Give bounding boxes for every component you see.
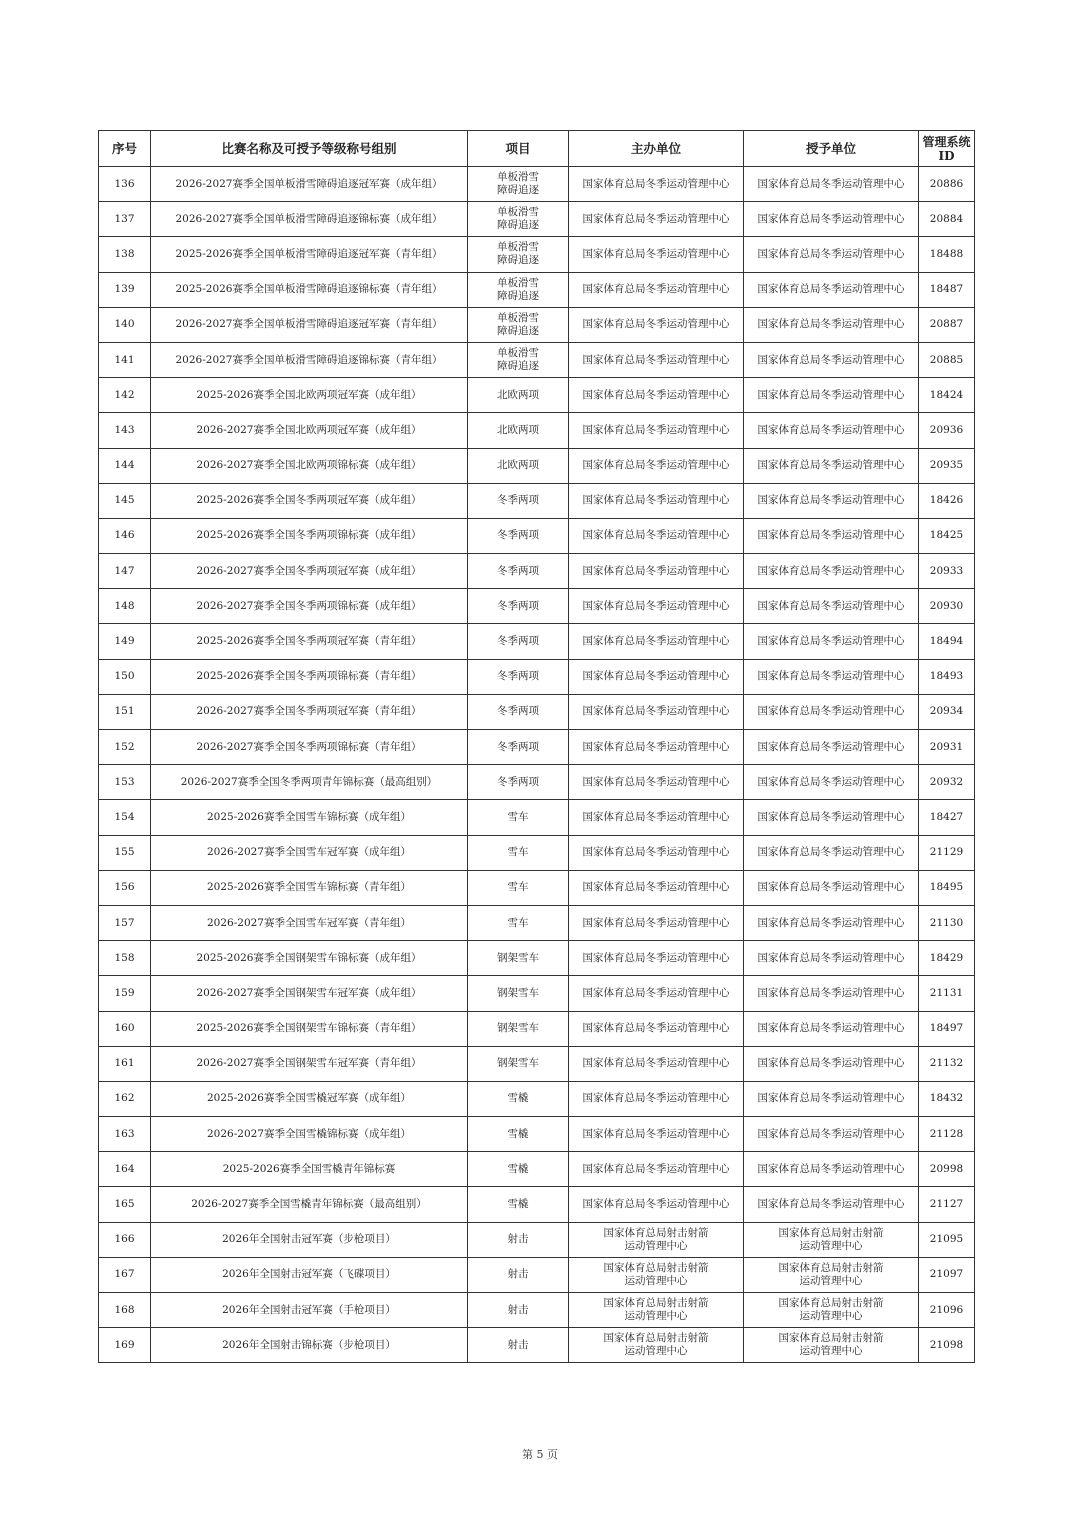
table-row bbox=[99, 730, 975, 765]
cell-index: 166 bbox=[99, 1222, 151, 1257]
cell-competition-name: 2026年全国射击锦标赛（步枪项目） bbox=[151, 1328, 468, 1363]
cell-host-unit: 国家体育总局冬季运动管理中心 bbox=[569, 905, 744, 940]
cell-index: 152 bbox=[99, 730, 151, 765]
cell-project: 冬季两项 bbox=[468, 554, 569, 589]
cell-competition-name: 2026-2027赛季全国雪车冠军赛（青年组） bbox=[151, 905, 468, 940]
cell-competition-name: 2026-2027赛季全国钢架雪车冠军赛（青年组） bbox=[151, 1046, 468, 1081]
table-row bbox=[99, 1046, 975, 1081]
cell-index: 160 bbox=[99, 1011, 151, 1046]
cell-system-id: 21129 bbox=[919, 835, 975, 870]
cell-granting-unit: 国家体育总局冬季运动管理中心 bbox=[744, 800, 919, 835]
cell-host-unit: 国家体育总局冬季运动管理中心 bbox=[569, 800, 744, 835]
cell-host-unit: 国家体育总局射击射箭 运动管理中心 bbox=[569, 1222, 744, 1257]
cell-index: 158 bbox=[99, 941, 151, 976]
cell-competition-name: 2026-2027赛季全国雪橇青年锦标赛（最高组别） bbox=[151, 1187, 468, 1222]
cell-granting-unit: 国家体育总局冬季运动管理中心 bbox=[744, 835, 919, 870]
cell-system-id: 20931 bbox=[919, 730, 975, 765]
cell-system-id: 18493 bbox=[919, 659, 975, 694]
cell-competition-name: 2026年全国射击冠军赛（步枪项目） bbox=[151, 1222, 468, 1257]
table-row bbox=[99, 554, 975, 589]
cell-granting-unit: 国家体育总局冬季运动管理中心 bbox=[744, 589, 919, 624]
cell-system-id: 21131 bbox=[919, 976, 975, 1011]
cell-system-id: 20887 bbox=[919, 307, 975, 342]
cell-project: 钢架雪车 bbox=[468, 941, 569, 976]
cell-system-id: 20884 bbox=[919, 202, 975, 237]
cell-index: 146 bbox=[99, 518, 151, 553]
cell-index: 164 bbox=[99, 1152, 151, 1187]
cell-granting-unit: 国家体育总局冬季运动管理中心 bbox=[744, 1046, 919, 1081]
cell-project: 冬季两项 bbox=[468, 730, 569, 765]
cell-competition-name: 2026-2027赛季全国单板滑雪障碍追逐锦标赛（成年组） bbox=[151, 202, 468, 237]
cell-index: 165 bbox=[99, 1187, 151, 1222]
cell-index: 136 bbox=[99, 167, 151, 202]
cell-index: 142 bbox=[99, 378, 151, 413]
cell-competition-name: 2025-2026赛季全国北欧两项冠军赛（成年组） bbox=[151, 378, 468, 413]
cell-index: 167 bbox=[99, 1257, 151, 1292]
cell-host-unit: 国家体育总局冬季运动管理中心 bbox=[569, 167, 744, 202]
table-row bbox=[99, 1293, 975, 1328]
cell-index: 168 bbox=[99, 1293, 151, 1328]
cell-index: 161 bbox=[99, 1046, 151, 1081]
cell-system-id: 21098 bbox=[919, 1328, 975, 1363]
cell-index: 155 bbox=[99, 835, 151, 870]
cell-competition-name: 2026-2027赛季全国单板滑雪障碍追逐冠军赛（青年组） bbox=[151, 307, 468, 342]
cell-index: 156 bbox=[99, 870, 151, 905]
cell-index: 154 bbox=[99, 800, 151, 835]
table-row bbox=[99, 448, 975, 483]
cell-competition-name: 2026年全国射击冠军赛（飞碟项目） bbox=[151, 1257, 468, 1292]
cell-host-unit: 国家体育总局冬季运动管理中心 bbox=[569, 1081, 744, 1116]
cell-index: 162 bbox=[99, 1081, 151, 1116]
table-row bbox=[99, 765, 975, 800]
cell-host-unit: 国家体育总局冬季运动管理中心 bbox=[569, 835, 744, 870]
table-row bbox=[99, 378, 975, 413]
cell-host-unit: 国家体育总局冬季运动管理中心 bbox=[569, 272, 744, 307]
table-row bbox=[99, 659, 975, 694]
cell-system-id: 20998 bbox=[919, 1152, 975, 1187]
table-row bbox=[99, 342, 975, 377]
cell-project: 北欧两项 bbox=[468, 378, 569, 413]
cell-project: 射击 bbox=[468, 1328, 569, 1363]
cell-system-id: 18495 bbox=[919, 870, 975, 905]
cell-index: 153 bbox=[99, 765, 151, 800]
cell-system-id: 18494 bbox=[919, 624, 975, 659]
cell-system-id: 20933 bbox=[919, 554, 975, 589]
cell-system-id: 21132 bbox=[919, 1046, 975, 1081]
cell-project: 雪橇 bbox=[468, 1187, 569, 1222]
cell-system-id: 20934 bbox=[919, 694, 975, 729]
cell-host-unit: 国家体育总局冬季运动管理中心 bbox=[569, 518, 744, 553]
cell-competition-name: 2026年全国射击冠军赛（手枪项目） bbox=[151, 1293, 468, 1328]
cell-project: 射击 bbox=[468, 1293, 569, 1328]
cell-system-id: 21127 bbox=[919, 1187, 975, 1222]
table-row bbox=[99, 413, 975, 448]
table-row bbox=[99, 624, 975, 659]
cell-competition-name: 2025-2026赛季全国冬季两项锦标赛（青年组） bbox=[151, 659, 468, 694]
cell-index: 143 bbox=[99, 413, 151, 448]
cell-granting-unit: 国家体育总局冬季运动管理中心 bbox=[744, 272, 919, 307]
table-row bbox=[99, 202, 975, 237]
table-row bbox=[99, 589, 975, 624]
cell-index: 150 bbox=[99, 659, 151, 694]
header-competition-name: 比赛名称及可授予等级称号组别 bbox=[151, 131, 468, 167]
cell-project: 北欧两项 bbox=[468, 448, 569, 483]
cell-competition-name: 2025-2026赛季全国钢架雪车锦标赛（青年组） bbox=[151, 1011, 468, 1046]
header-granting-unit: 授予单位 bbox=[744, 131, 919, 167]
cell-competition-name: 2026-2027赛季全国冬季两项锦标赛（成年组） bbox=[151, 589, 468, 624]
cell-host-unit: 国家体育总局冬季运动管理中心 bbox=[569, 870, 744, 905]
cell-system-id: 21096 bbox=[919, 1293, 975, 1328]
header-project: 项目 bbox=[468, 131, 569, 167]
cell-project: 单板滑雪 障碍追逐 bbox=[468, 202, 569, 237]
header-index: 序号 bbox=[99, 131, 151, 167]
cell-project: 冬季两项 bbox=[468, 518, 569, 553]
table-header-row bbox=[99, 131, 975, 167]
cell-granting-unit: 国家体育总局冬季运动管理中心 bbox=[744, 976, 919, 1011]
cell-host-unit: 国家体育总局冬季运动管理中心 bbox=[569, 1046, 744, 1081]
table-row bbox=[99, 976, 975, 1011]
table-row bbox=[99, 870, 975, 905]
cell-system-id: 20935 bbox=[919, 448, 975, 483]
cell-host-unit: 国家体育总局冬季运动管理中心 bbox=[569, 342, 744, 377]
cell-granting-unit: 国家体育总局冬季运动管理中心 bbox=[744, 1152, 919, 1187]
cell-host-unit: 国家体育总局冬季运动管理中心 bbox=[569, 237, 744, 272]
cell-system-id: 20885 bbox=[919, 342, 975, 377]
cell-project: 冬季两项 bbox=[468, 624, 569, 659]
cell-granting-unit: 国家体育总局冬季运动管理中心 bbox=[744, 413, 919, 448]
cell-competition-name: 2026-2027赛季全国北欧两项冠军赛（成年组） bbox=[151, 413, 468, 448]
cell-system-id: 20932 bbox=[919, 765, 975, 800]
cell-host-unit: 国家体育总局冬季运动管理中心 bbox=[569, 624, 744, 659]
cell-index: 139 bbox=[99, 272, 151, 307]
table-body bbox=[99, 167, 975, 1363]
cell-granting-unit: 国家体育总局冬季运动管理中心 bbox=[744, 694, 919, 729]
cell-project: 雪车 bbox=[468, 870, 569, 905]
cell-project: 射击 bbox=[468, 1257, 569, 1292]
cell-system-id: 18424 bbox=[919, 378, 975, 413]
cell-index: 148 bbox=[99, 589, 151, 624]
cell-project: 冬季两项 bbox=[468, 589, 569, 624]
cell-competition-name: 2025-2026赛季全国冬季两项锦标赛（成年组） bbox=[151, 518, 468, 553]
cell-index: 137 bbox=[99, 202, 151, 237]
cell-granting-unit: 国家体育总局冬季运动管理中心 bbox=[744, 1081, 919, 1116]
cell-granting-unit: 国家体育总局冬季运动管理中心 bbox=[744, 659, 919, 694]
cell-project: 雪橇 bbox=[468, 1081, 569, 1116]
cell-host-unit: 国家体育总局冬季运动管理中心 bbox=[569, 554, 744, 589]
cell-granting-unit: 国家体育总局射击射箭 运动管理中心 bbox=[744, 1222, 919, 1257]
cell-competition-name: 2025-2026赛季全国雪橇青年锦标赛 bbox=[151, 1152, 468, 1187]
cell-competition-name: 2025-2026赛季全国钢架雪车锦标赛（成年组） bbox=[151, 941, 468, 976]
cell-granting-unit: 国家体育总局射击射箭 运动管理中心 bbox=[744, 1328, 919, 1363]
cell-competition-name: 2026-2027赛季全国钢架雪车冠军赛（成年组） bbox=[151, 976, 468, 1011]
table-row bbox=[99, 272, 975, 307]
cell-granting-unit: 国家体育总局冬季运动管理中心 bbox=[744, 870, 919, 905]
cell-index: 140 bbox=[99, 307, 151, 342]
cell-granting-unit: 国家体育总局冬季运动管理中心 bbox=[744, 448, 919, 483]
cell-system-id: 21130 bbox=[919, 905, 975, 940]
table-row bbox=[99, 483, 975, 518]
cell-project: 冬季两项 bbox=[468, 694, 569, 729]
cell-project: 冬季两项 bbox=[468, 483, 569, 518]
cell-index: 169 bbox=[99, 1328, 151, 1363]
cell-host-unit: 国家体育总局冬季运动管理中心 bbox=[569, 1152, 744, 1187]
table-row bbox=[99, 1011, 975, 1046]
table-row bbox=[99, 1152, 975, 1187]
cell-host-unit: 国家体育总局冬季运动管理中心 bbox=[569, 448, 744, 483]
cell-project: 冬季两项 bbox=[468, 765, 569, 800]
cell-competition-name: 2026-2027赛季全国冬季两项冠军赛（青年组） bbox=[151, 694, 468, 729]
cell-project: 雪车 bbox=[468, 800, 569, 835]
cell-project: 钢架雪车 bbox=[468, 976, 569, 1011]
cell-host-unit: 国家体育总局冬季运动管理中心 bbox=[569, 694, 744, 729]
cell-project: 钢架雪车 bbox=[468, 1011, 569, 1046]
cell-competition-name: 2026-2027赛季全国冬季两项锦标赛（青年组） bbox=[151, 730, 468, 765]
cell-project: 单板滑雪 障碍追逐 bbox=[468, 237, 569, 272]
cell-competition-name: 2025-2026赛季全国雪车锦标赛（成年组） bbox=[151, 800, 468, 835]
cell-project: 单板滑雪 障碍追逐 bbox=[468, 272, 569, 307]
cell-host-unit: 国家体育总局冬季运动管理中心 bbox=[569, 941, 744, 976]
cell-system-id: 20886 bbox=[919, 167, 975, 202]
header-system-id: 管理系统 ID bbox=[919, 131, 975, 167]
cell-competition-name: 2025-2026赛季全国冬季两项冠军赛（成年组） bbox=[151, 483, 468, 518]
cell-host-unit: 国家体育总局冬季运动管理中心 bbox=[569, 1187, 744, 1222]
cell-host-unit: 国家体育总局射击射箭 运动管理中心 bbox=[569, 1293, 744, 1328]
cell-project: 单板滑雪 障碍追逐 bbox=[468, 167, 569, 202]
cell-granting-unit: 国家体育总局冬季运动管理中心 bbox=[744, 905, 919, 940]
cell-competition-name: 2025-2026赛季全国冬季两项冠军赛（青年组） bbox=[151, 624, 468, 659]
cell-system-id: 21097 bbox=[919, 1257, 975, 1292]
cell-index: 145 bbox=[99, 483, 151, 518]
cell-competition-name: 2026-2027赛季全国雪橇锦标赛（成年组） bbox=[151, 1117, 468, 1152]
header-host-unit: 主办单位 bbox=[569, 131, 744, 167]
cell-competition-name: 2025-2026赛季全国雪车锦标赛（青年组） bbox=[151, 870, 468, 905]
cell-project: 雪橇 bbox=[468, 1152, 569, 1187]
cell-host-unit: 国家体育总局冬季运动管理中心 bbox=[569, 659, 744, 694]
cell-project: 雪车 bbox=[468, 905, 569, 940]
cell-granting-unit: 国家体育总局冬季运动管理中心 bbox=[744, 237, 919, 272]
cell-granting-unit: 国家体育总局冬季运动管理中心 bbox=[744, 1011, 919, 1046]
cell-granting-unit: 国家体育总局冬季运动管理中心 bbox=[744, 167, 919, 202]
cell-project: 钢架雪车 bbox=[468, 1046, 569, 1081]
cell-granting-unit: 国家体育总局冬季运动管理中心 bbox=[744, 378, 919, 413]
cell-system-id: 18429 bbox=[919, 941, 975, 976]
cell-host-unit: 国家体育总局射击射箭 运动管理中心 bbox=[569, 1257, 744, 1292]
cell-system-id: 18487 bbox=[919, 272, 975, 307]
cell-host-unit: 国家体育总局冬季运动管理中心 bbox=[569, 1011, 744, 1046]
cell-host-unit: 国家体育总局冬季运动管理中心 bbox=[569, 765, 744, 800]
cell-granting-unit: 国家体育总局冬季运动管理中心 bbox=[744, 730, 919, 765]
cell-host-unit: 国家体育总局冬季运动管理中心 bbox=[569, 483, 744, 518]
cell-system-id: 18426 bbox=[919, 483, 975, 518]
cell-project: 雪橇 bbox=[468, 1117, 569, 1152]
cell-project: 单板滑雪 障碍追逐 bbox=[468, 307, 569, 342]
cell-competition-name: 2026-2027赛季全国雪车冠军赛（成年组） bbox=[151, 835, 468, 870]
cell-granting-unit: 国家体育总局冬季运动管理中心 bbox=[744, 554, 919, 589]
table-row bbox=[99, 1081, 975, 1116]
table-row bbox=[99, 167, 975, 202]
cell-project: 北欧两项 bbox=[468, 413, 569, 448]
table-row bbox=[99, 1187, 975, 1222]
competition-table bbox=[98, 130, 975, 1363]
cell-system-id: 18497 bbox=[919, 1011, 975, 1046]
cell-host-unit: 国家体育总局射击射箭 运动管理中心 bbox=[569, 1328, 744, 1363]
cell-index: 138 bbox=[99, 237, 151, 272]
cell-competition-name: 2025-2026赛季全国单板滑雪障碍追逐冠军赛（青年组） bbox=[151, 237, 468, 272]
cell-system-id: 21128 bbox=[919, 1117, 975, 1152]
cell-granting-unit: 国家体育总局冬季运动管理中心 bbox=[744, 1187, 919, 1222]
cell-project: 射击 bbox=[468, 1222, 569, 1257]
cell-index: 149 bbox=[99, 624, 151, 659]
cell-index: 151 bbox=[99, 694, 151, 729]
cell-system-id: 18432 bbox=[919, 1081, 975, 1116]
cell-system-id: 21095 bbox=[919, 1222, 975, 1257]
cell-host-unit: 国家体育总局冬季运动管理中心 bbox=[569, 378, 744, 413]
cell-index: 159 bbox=[99, 976, 151, 1011]
cell-granting-unit: 国家体育总局冬季运动管理中心 bbox=[744, 624, 919, 659]
cell-competition-name: 2026-2027赛季全国北欧两项锦标赛（成年组） bbox=[151, 448, 468, 483]
cell-project: 单板滑雪 障碍追逐 bbox=[468, 342, 569, 377]
table-row bbox=[99, 237, 975, 272]
cell-competition-name: 2026-2027赛季全国单板滑雪障碍追逐冠军赛（成年组） bbox=[151, 167, 468, 202]
cell-granting-unit: 国家体育总局冬季运动管理中心 bbox=[744, 342, 919, 377]
cell-index: 157 bbox=[99, 905, 151, 940]
table-row bbox=[99, 1222, 975, 1257]
page-number: 第 5 页 bbox=[522, 1448, 558, 1461]
cell-granting-unit: 国家体育总局冬季运动管理中心 bbox=[744, 483, 919, 518]
table-row bbox=[99, 694, 975, 729]
cell-granting-unit: 国家体育总局冬季运动管理中心 bbox=[744, 518, 919, 553]
cell-project: 冬季两项 bbox=[468, 659, 569, 694]
cell-index: 141 bbox=[99, 342, 151, 377]
table-row bbox=[99, 1117, 975, 1152]
table-row bbox=[99, 905, 975, 940]
cell-competition-name: 2026-2027赛季全国单板滑雪障碍追逐锦标赛（青年组） bbox=[151, 342, 468, 377]
cell-system-id: 18427 bbox=[919, 800, 975, 835]
table-row bbox=[99, 941, 975, 976]
cell-host-unit: 国家体育总局冬季运动管理中心 bbox=[569, 976, 744, 1011]
cell-competition-name: 2025-2026赛季全国雪橇冠军赛（成年组） bbox=[151, 1081, 468, 1116]
cell-granting-unit: 国家体育总局射击射箭 运动管理中心 bbox=[744, 1293, 919, 1328]
cell-host-unit: 国家体育总局冬季运动管理中心 bbox=[569, 589, 744, 624]
cell-system-id: 20930 bbox=[919, 589, 975, 624]
cell-competition-name: 2026-2027赛季全国冬季两项青年锦标赛（最高组别） bbox=[151, 765, 468, 800]
cell-system-id: 18488 bbox=[919, 237, 975, 272]
cell-system-id: 18425 bbox=[919, 518, 975, 553]
cell-granting-unit: 国家体育总局射击射箭 运动管理中心 bbox=[744, 1257, 919, 1292]
cell-host-unit: 国家体育总局冬季运动管理中心 bbox=[569, 202, 744, 237]
cell-host-unit: 国家体育总局冬季运动管理中心 bbox=[569, 307, 744, 342]
cell-granting-unit: 国家体育总局冬季运动管理中心 bbox=[744, 1117, 919, 1152]
cell-granting-unit: 国家体育总局冬季运动管理中心 bbox=[744, 307, 919, 342]
cell-granting-unit: 国家体育总局冬季运动管理中心 bbox=[744, 202, 919, 237]
cell-competition-name: 2026-2027赛季全国冬季两项冠军赛（成年组） bbox=[151, 554, 468, 589]
cell-competition-name: 2025-2026赛季全国单板滑雪障碍追逐锦标赛（青年组） bbox=[151, 272, 468, 307]
cell-granting-unit: 国家体育总局冬季运动管理中心 bbox=[744, 941, 919, 976]
table-row bbox=[99, 518, 975, 553]
cell-host-unit: 国家体育总局冬季运动管理中心 bbox=[569, 1117, 744, 1152]
table-row bbox=[99, 1328, 975, 1363]
cell-system-id: 20936 bbox=[919, 413, 975, 448]
cell-index: 163 bbox=[99, 1117, 151, 1152]
table-row bbox=[99, 307, 975, 342]
table-row bbox=[99, 800, 975, 835]
cell-granting-unit: 国家体育总局冬季运动管理中心 bbox=[744, 765, 919, 800]
table-row bbox=[99, 835, 975, 870]
cell-index: 147 bbox=[99, 554, 151, 589]
cell-host-unit: 国家体育总局冬季运动管理中心 bbox=[569, 730, 744, 765]
cell-project: 雪车 bbox=[468, 835, 569, 870]
table-row bbox=[99, 1257, 975, 1292]
cell-host-unit: 国家体育总局冬季运动管理中心 bbox=[569, 413, 744, 448]
cell-index: 144 bbox=[99, 448, 151, 483]
